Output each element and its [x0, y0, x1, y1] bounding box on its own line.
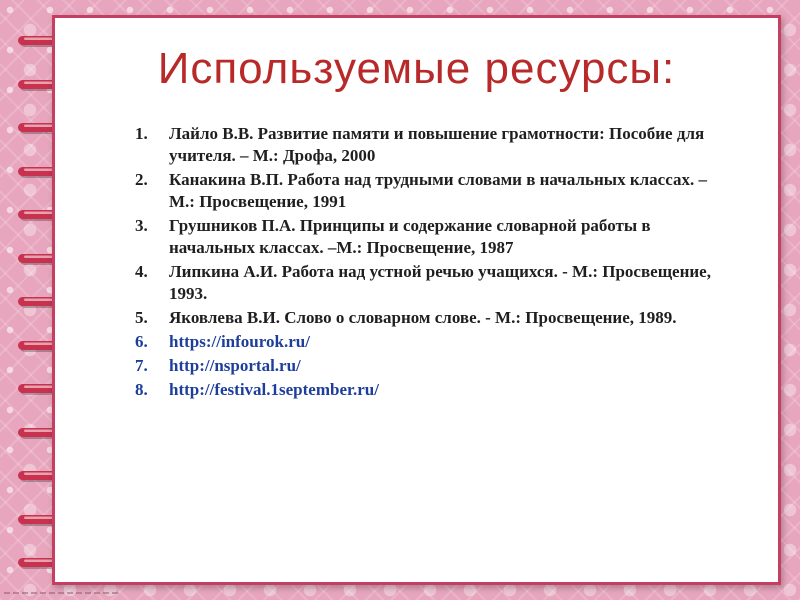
- reference-link[interactable]: http://nsportal.ru/: [169, 356, 301, 375]
- reference-list: [135, 123, 730, 403]
- reference-number: 7.: [135, 356, 148, 375]
- reference-text: Грушников П.А. Принципы и содержание словарной работы в начальных классах. –М.: Просвещение, 1987: [169, 216, 651, 257]
- reference-number: 5.: [135, 308, 148, 327]
- reference-text: Лайло В.В. Развитие памяти и повышение грамотности: Пособие для учителя. – М.: Дрофа, 2000: [169, 124, 705, 165]
- watermark-logo: [2, 588, 122, 598]
- reference-text: Липкина А.И. Работа над устной речью учащихся. - М.: Просвещение, 1993.: [169, 262, 711, 303]
- reference-link-item-7[interactable]: [135, 355, 730, 377]
- reference-link-item-6[interactable]: [135, 331, 730, 353]
- reference-item-1: [135, 123, 730, 167]
- reference-item-4: [135, 261, 730, 305]
- reference-text: Канакина В.П. Работа над трудными словами в начальных классах. – М.: Просвещение, 1991: [169, 170, 707, 211]
- reference-number: 2.: [135, 170, 148, 189]
- reference-item-5: [135, 307, 730, 329]
- reference-text: Яковлева В.И. Слово о словарном слове. - М.: Просвещение, 1989.: [169, 308, 677, 327]
- reference-number: 6.: [135, 332, 148, 351]
- page-title: Используемые ресурсы:: [157, 44, 676, 93]
- reference-link[interactable]: https://infourok.ru/: [169, 332, 310, 351]
- reference-link-item-8[interactable]: [135, 379, 730, 401]
- reference-number: 4.: [135, 262, 148, 281]
- reference-number: 3.: [135, 216, 148, 235]
- reference-link[interactable]: http://festival.1september.ru/: [169, 380, 379, 399]
- slide-page: [52, 15, 781, 585]
- reference-item-2: [135, 169, 730, 213]
- reference-number: 1.: [135, 124, 148, 143]
- reference-number: 8.: [135, 380, 148, 399]
- reference-item-3: [135, 215, 730, 259]
